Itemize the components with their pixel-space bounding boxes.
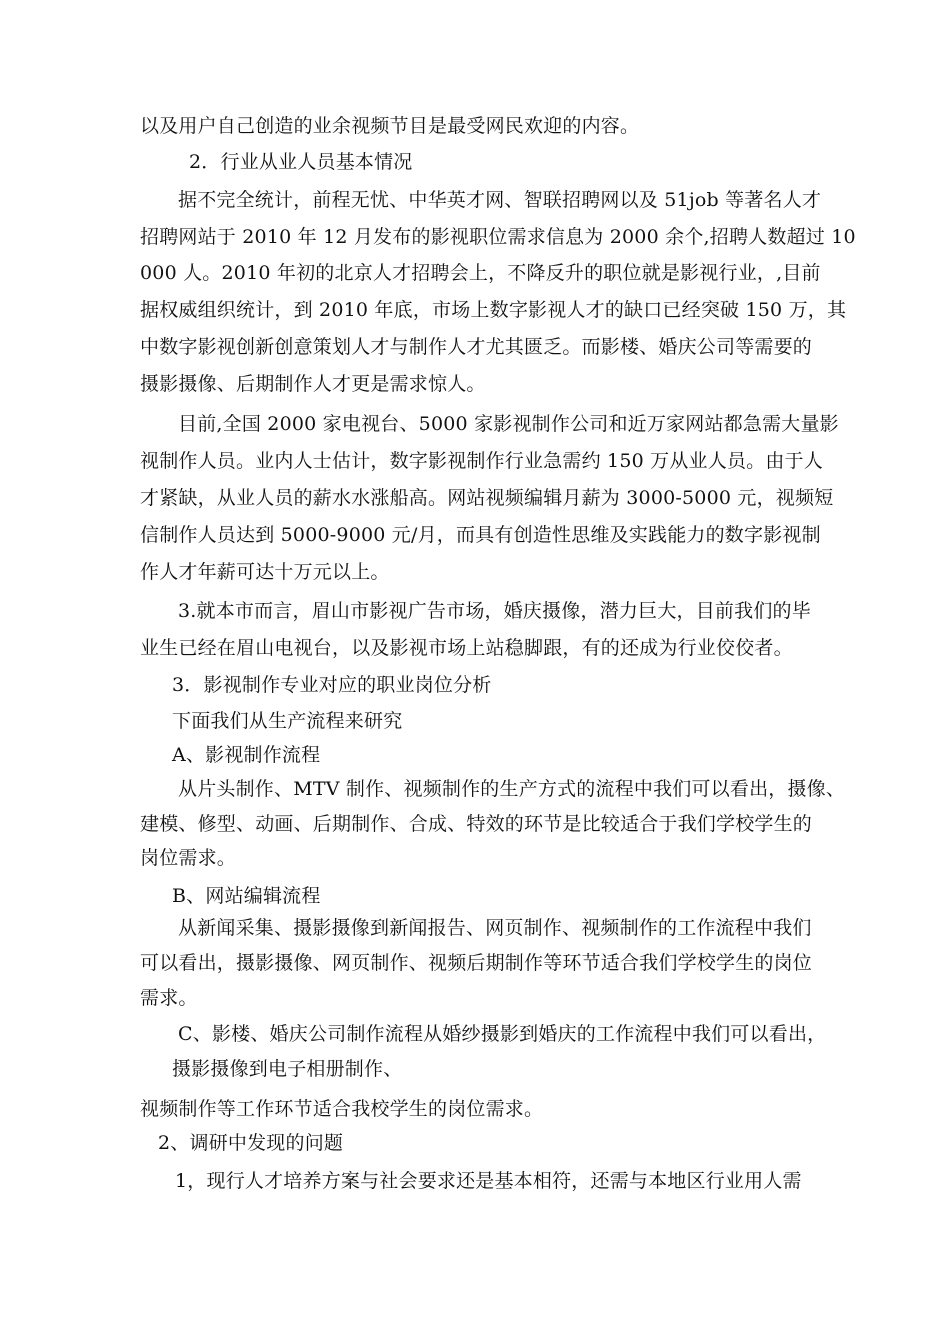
section-heading: 2．行业从业人员基本情况 (189, 151, 413, 173)
text-line: 目前,全国 2000 家电视台、5000 家影视制作公司和近万家网站都急需大量影 (178, 413, 839, 435)
text-line: 招聘网站于 2010 年 12 月发布的影视职位需求信息为 2000 余个,招聘人数超过 10 (140, 226, 856, 248)
subsection-heading: B、网站编辑流程 (172, 885, 321, 907)
text-line: 可以看出，摄影摄像、网页制作、视频后期制作等环节适合我们学校学生的岗位 (140, 952, 813, 974)
text-line: 下面我们从生产流程来研究 (172, 710, 403, 732)
text-line: 才紧缺，从业人员的薪水水涨船高。网站视频编辑月薪为 3000-5000 元，视频短 (140, 487, 834, 509)
text-line: 建模、修型、动画、后期制作、合成、特效的环节是比较适合于我们学校学生的 (140, 813, 813, 835)
text-line: 以及用户自己创造的业余视频节目是最受网民欢迎的内容。 (140, 115, 640, 137)
text-line: 据权威组织统计，到 2010 年底，市场上数字影视人才的缺口已经突破 150 万，其 (140, 299, 847, 321)
text-line: 3.就本市而言，眉山市影视广告市场，婚庆摄像，潜力巨大，目前我们的毕 (178, 600, 811, 622)
text-line: 据不完全统计，前程无忧、中华英才网、智联招聘网以及 51job 等著名人才 (178, 189, 822, 211)
section-heading: 3．影视制作专业对应的职业岗位分析 (172, 674, 492, 696)
text-line: 从片头制作、MTV 制作、视频制作的生产方式的流程中我们可以看出，摄像、 (178, 778, 846, 800)
text-line: 摄影摄像到电子相册制作、 (172, 1058, 403, 1080)
text-line: 作人才年薪可达十万元以上。 (140, 561, 390, 583)
text-line: 岗位需求。 (140, 847, 237, 869)
text-line: 000 人。2010 年初的北京人才招聘会上，不降反升的职位就是影视行业，,目前 (140, 262, 821, 284)
text-line: 中数字影视创新创意策划人才与制作人才尤其匮乏。而影楼、婚庆公司等需要的 (140, 336, 813, 358)
text-line: C、影楼、婚庆公司制作流程从婚纱摄影到婚庆的工作流程中我们可以看出， (178, 1023, 827, 1045)
text-line: 从新闻采集、摄影摄像到新闻报告、网页制作、视频制作的工作流程中我们 (178, 917, 812, 939)
text-line: 信制作人员达到 5000-9000 元/月，而具有创造性思维及实践能力的数字影视制 (140, 524, 821, 546)
text-line: 需求。 (140, 987, 198, 1009)
subsection-heading: A、影视制作流程 (172, 744, 321, 766)
text-line: 视制作人员。业内人士估计，数字影视制作行业急需约 150 万从业人员。由于人 (140, 450, 823, 472)
section-heading: 2、调研中发现的问题 (158, 1132, 344, 1154)
text-line: 1，现行人才培养方案与社会要求还是基本相符，还需与本地区行业用人需 (175, 1170, 802, 1192)
text-line: 视频制作等工作环节适合我校学生的岗位需求。 (140, 1098, 544, 1120)
text-line: 摄影摄像、后期制作人才更是需求惊人。 (140, 373, 486, 395)
text-line: 业生已经在眉山电视台，以及影视市场上站稳脚跟，有的还成为行业佼佼者。 (140, 637, 793, 659)
